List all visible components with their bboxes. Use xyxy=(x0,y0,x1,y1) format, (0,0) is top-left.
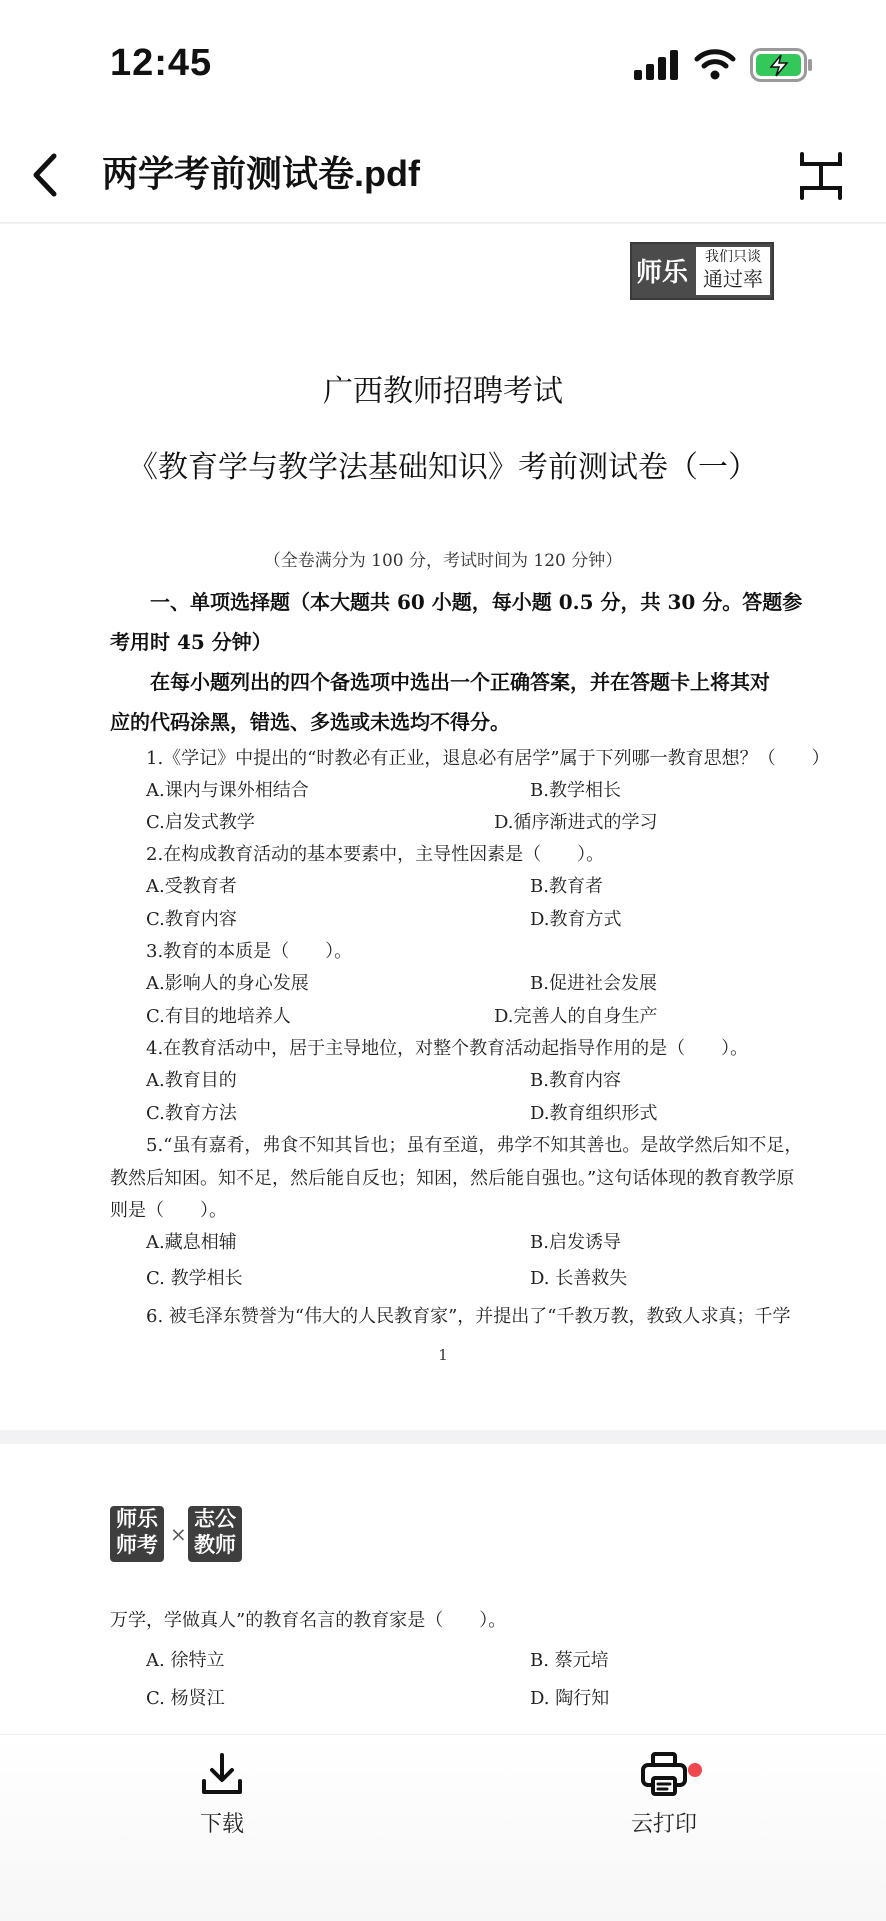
q4-option-b: B.教育内容 xyxy=(530,1070,621,1091)
q4-option-c: C.教育方法 xyxy=(146,1103,237,1124)
cellular-signal-icon xyxy=(634,50,680,80)
bottom-toolbar xyxy=(0,1734,886,1921)
q1-option-b: B.教学相长 xyxy=(530,780,621,801)
notification-dot xyxy=(688,1763,702,1777)
q4-option-d: D.教育组织形式 xyxy=(530,1103,658,1124)
q1-option-d: D.循序渐进式的学习 xyxy=(494,812,658,833)
question-2: 2.在构成教育活动的基本要素中，主导性因素是（ ）。 xyxy=(146,844,605,865)
exam-subtitle: 《教育学与教学法基础知识》考前测试卷（一） xyxy=(128,450,758,485)
exam-heading: 广西教师招聘考试 xyxy=(323,374,563,409)
battery-charging-icon xyxy=(750,48,814,82)
reader-mode-icon[interactable] xyxy=(796,150,846,202)
status-time: 12:45 xyxy=(110,42,213,84)
shile-logo: 师乐 我们只谈 通过率 xyxy=(630,242,774,300)
section-title-line2: 考用时 45 分钟） xyxy=(110,630,272,654)
q2-option-c: C.教育内容 xyxy=(146,909,237,930)
pdf-page-1[interactable] xyxy=(0,224,886,1430)
q2-option-d: D.教育方式 xyxy=(530,909,622,930)
section-title-line1: 一、单项选择题（本大题共 60 小题，每小题 0.5 分，共 30 分。答题参 xyxy=(150,590,803,614)
download-button[interactable] xyxy=(152,1751,292,1871)
q3-option-d: D.完善人的自身生产 xyxy=(494,1006,658,1027)
q5-option-d: D. 长善救失 xyxy=(530,1268,628,1289)
question-1: 1.《学记》中提出的“时教必有正业，退息必有居学”属于下列哪一教育思想？（ ） xyxy=(146,748,830,769)
q4-option-a: A.教育目的 xyxy=(146,1070,237,1091)
page-number: 1 xyxy=(438,1346,448,1364)
q3-option-c: C.有目的地培养人 xyxy=(146,1006,291,1027)
question-6-line1: 6. 被毛泽东赞誉为“伟大的人民教育家”，并提出了“千教万教，教致人求真；千学 xyxy=(146,1306,791,1327)
logo-times-sign: × xyxy=(170,1522,187,1546)
q6-option-a: A. 徐特立 xyxy=(146,1650,225,1671)
download-label: 下载 xyxy=(199,1812,244,1837)
q2-option-b: B.教育者 xyxy=(530,876,603,897)
q1-option-a: A.课内与课外相结合 xyxy=(146,780,309,801)
q6-option-b: B. 蔡元培 xyxy=(530,1650,609,1671)
pdf-page-2[interactable] xyxy=(0,1444,886,1734)
back-icon[interactable] xyxy=(28,150,64,200)
exam-note: （全卷满分为 100 分，考试时间为 120 分钟） xyxy=(263,551,623,571)
download-icon xyxy=(199,1751,245,1797)
instruction-line2: 应的代码涂黑，错选、多选或未选均不得分。 xyxy=(110,710,510,734)
cloud-print-button[interactable] xyxy=(594,1751,734,1871)
q6-option-d: D. 陶行知 xyxy=(530,1688,610,1709)
q3-option-b: B.促进社会发展 xyxy=(530,973,657,994)
question-5-line1: 5.“虽有嘉肴，弗食不知其旨也；虽有至道，弗学不知其善也。是故学然后知不足， xyxy=(146,1135,803,1156)
shile-shikao-logo: 师乐 师考 xyxy=(110,1506,164,1562)
instruction-line1: 在每小题列出的四个备选项中选出一个正确答案，并在答题卡上将其对 xyxy=(150,670,770,694)
printer-icon xyxy=(640,1751,688,1797)
q1-option-c: C.启发式教学 xyxy=(146,812,255,833)
wifi-icon xyxy=(694,48,736,80)
status-bar xyxy=(0,0,886,130)
q5-option-c: C. 教学相长 xyxy=(146,1268,243,1289)
q5-option-b: B.启发诱导 xyxy=(530,1232,621,1253)
question-6-line2: 万学，学做真人”的教育名言的教育家是（ ）。 xyxy=(110,1610,507,1631)
question-5-line3: 则是（ ）。 xyxy=(110,1200,227,1221)
document-title: 两学考前测试卷.pdf xyxy=(102,153,420,194)
question-5-line2: 教然后知困。知不足，然后能自反也；知困，然后能自强也。”这句话体现的教育教学原 xyxy=(110,1168,795,1189)
q2-option-a: A.受教育者 xyxy=(146,876,237,897)
q5-option-a: A.藏息相辅 xyxy=(146,1232,237,1253)
question-3: 3.教育的本质是（ ）。 xyxy=(146,941,353,962)
cloud-print-label: 云打印 xyxy=(630,1812,697,1837)
nav-bar xyxy=(0,130,886,223)
question-4: 4.在教育活动中，居于主导地位，对整个教育活动起指导作用的是（ ）。 xyxy=(146,1038,749,1059)
q3-option-a: A.影响人的身心发展 xyxy=(146,973,309,994)
q6-option-c: C. 杨贤江 xyxy=(146,1688,225,1709)
zhigong-teacher-logo: 志公 教师 xyxy=(188,1506,242,1562)
